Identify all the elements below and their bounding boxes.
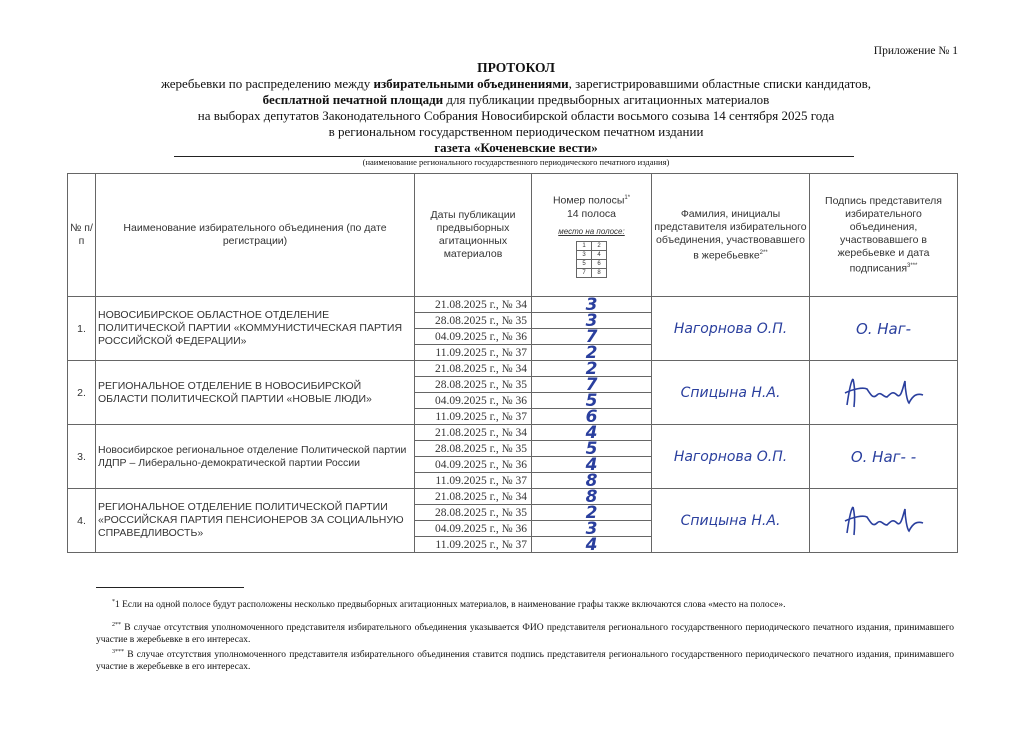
pub-date: 04.09.2025 г., № 36 — [415, 457, 532, 473]
rep-surname: Спицына Н.А. — [652, 489, 810, 553]
header-party: Наименование избирательного объединения (по дате регистрации) — [96, 174, 415, 297]
header-line-1-part-a: жеребьевки по распределению между — [160, 76, 374, 91]
header-line-1-part-c: , зарегистрировавшими областные списки кандидатов, — [568, 76, 872, 91]
row-num: 3. — [68, 425, 96, 489]
header-num: № п/п — [68, 174, 96, 297]
party-name: РЕГИОНАЛЬНОЕ ОТДЕЛЕНИЕ ПОЛИТИЧЕСКОЙ ПАРТИИ «РОССИЙСКАЯ ПАРТИЯ ПЕНСИОНЕРОВ ЗА СОЦИАЛЬНУЮ СПРАВЕДЛИВОСТЬ» — [96, 489, 415, 553]
grid-cell: 2 — [592, 241, 607, 250]
strip-number: 6 — [532, 409, 652, 425]
grid-cell: 3 — [577, 250, 592, 259]
header-sign-label: Подпись представителя избирательного объединения, участвовавшего в жеребьевке и дата подписания — [825, 194, 942, 275]
lottery-table — [67, 173, 958, 553]
strip-number: 8 — [532, 489, 652, 505]
table-row — [68, 425, 958, 441]
signature-image — [839, 501, 929, 541]
strip-number: 3 — [532, 297, 652, 313]
header-line-2-bold: бесплатной печатной площади — [262, 92, 444, 107]
grid-cell: 5 — [577, 259, 592, 268]
rep-surname: Спицына Н.А. — [652, 361, 810, 425]
signature-image — [839, 373, 929, 413]
header-rep — [652, 174, 810, 297]
rep-surname: Нагорнова О.П. — [652, 425, 810, 489]
rep-signature: О. Наг- — [810, 297, 958, 361]
header-strip-label: Номер полосы — [552, 194, 625, 207]
grid-cell: 7 — [577, 268, 592, 277]
strip-number: 4 — [532, 537, 652, 553]
header-line-2-part-b: для публикации предвыборных агитационных материалов — [443, 92, 770, 107]
party-name: НОВОСИБИРСКОЕ ОБЛАСТНОЕ ОТДЕЛЕНИЕ ПОЛИТИЧЕСКОЙ ПАРТИИ «КОММУНИСТИЧЕСКАЯ ПАРТИЯ РОССИЙСКОЙ ФЕДЕРАЦИИ» — [96, 297, 415, 361]
rep-surname: Нагорнова О.П. — [652, 297, 810, 361]
footnote-3-mark: 3*** — [112, 649, 124, 655]
header-line-4: в региональном государственном периодическом печатном издании — [328, 124, 704, 139]
rep-signature — [810, 361, 958, 425]
header-line-1-bold: избирательными объединениями — [373, 76, 569, 91]
strip-number: 3 — [532, 313, 652, 329]
pub-date: 11.09.2025 г., № 37 — [415, 537, 532, 553]
footnote-3 — [96, 646, 954, 673]
gazette-caption: (наименование регионального государственного периодического печатного издания) — [362, 157, 670, 167]
strip-number: 4 — [532, 457, 652, 473]
party-name: Новосибирское региональное отделение Политической партии ЛДПР – Либерально-демократической партии России — [96, 425, 415, 489]
gazette-name: газета «Коченевские вести» — [434, 140, 598, 155]
pub-date: 21.08.2025 г., № 34 — [415, 425, 532, 441]
header-sign-sup: 3*** — [907, 262, 918, 269]
grid-cell: 6 — [592, 259, 607, 268]
strip-number: 8 — [532, 473, 652, 489]
pub-date: 04.09.2025 г., № 36 — [415, 329, 532, 345]
pub-date: 28.08.2025 г., № 35 — [415, 441, 532, 457]
header-sign — [810, 174, 958, 297]
strip-number: 5 — [532, 441, 652, 457]
pub-date: 21.08.2025 г., № 34 — [415, 489, 532, 505]
footnote-2-text: В случае отсутствия уполномоченного представителя избирательного объединения указывается ФИО представителя регионального государственного периодического печатного издания, принимавшего участие в жеребьевке в его интересах. — [96, 623, 954, 646]
table-row — [68, 297, 958, 313]
pub-date: 21.08.2025 г., № 34 — [415, 297, 532, 313]
footnote-1 — [96, 596, 970, 611]
header-strip — [532, 174, 652, 297]
footnote-1-mark: * — [112, 599, 115, 605]
header-rep-label: Фамилия, инициалы представителя избирательного объединения, участвовавшего в жеребьевке — [654, 207, 807, 262]
header-strip-sub: 14 полоса — [566, 207, 617, 220]
strip-number: 3 — [532, 521, 652, 537]
strip-number: 5 — [532, 393, 652, 409]
header-place-label: место на полосе: — [558, 226, 625, 236]
strip-number: 7 — [532, 329, 652, 345]
footnote-3-text: В случае отсутствия уполномоченного представителя избирательного объединения ставится подпись представителя регионального государственного периодического печатного издания, принимавшего участие в жеребьевке в его интересах. — [96, 650, 954, 673]
header-dates: Даты публикации предвыборных агитационных материалов — [415, 174, 532, 297]
header-strip-sup: 1* — [624, 195, 631, 202]
pub-date: 04.09.2025 г., № 36 — [415, 521, 532, 537]
row-num: 4. — [68, 489, 96, 553]
footnote-separator — [96, 587, 244, 588]
pub-date: 04.09.2025 г., № 36 — [415, 393, 532, 409]
footnote-1-text: 1 Если на одной полосе будут расположены несколько предвыборных агитационных материалов, в наименование графы также включаются слова «место на полосе». — [115, 600, 786, 611]
row-num: 2. — [68, 361, 96, 425]
strip-number: 2 — [532, 361, 652, 377]
document-header — [60, 60, 972, 156]
pub-date: 11.09.2025 г., № 37 — [415, 409, 532, 425]
pub-date: 28.08.2025 г., № 35 — [415, 377, 532, 393]
rep-signature — [810, 489, 958, 553]
pub-date: 21.08.2025 г., № 34 — [415, 361, 532, 377]
header-rep-sup: 2** — [759, 249, 768, 256]
table-row — [68, 489, 958, 505]
protocol-title: ПРОТОКОЛ — [477, 60, 555, 75]
pub-date: 11.09.2025 г., № 37 — [415, 345, 532, 361]
header-line-2 — [60, 92, 972, 108]
grid-cell: 4 — [592, 250, 607, 259]
footnote-2 — [96, 619, 954, 646]
header-line-3: на выборах депутатов Законодательного Собрания Новосибирской области восьмого созыва 14 сентября 2025 года — [197, 108, 835, 123]
pub-date: 28.08.2025 г., № 35 — [415, 505, 532, 521]
footnote-2-mark: 2** — [112, 622, 121, 628]
rep-signature: О. Наг- - — [810, 425, 958, 489]
strip-number: 2 — [532, 345, 652, 361]
pub-date: 11.09.2025 г., № 37 — [415, 473, 532, 489]
header-line-1 — [60, 76, 972, 92]
appendix-label: Приложение № 1 — [873, 45, 958, 57]
grid-cell: 1 — [577, 241, 592, 250]
strip-number: 2 — [532, 505, 652, 521]
table-row — [68, 361, 958, 377]
party-name: РЕГИОНАЛЬНОЕ ОТДЕЛЕНИЕ В НОВОСИБИРСКОЙ ОБЛАСТИ ПОЛИТИЧЕСКОЙ ПАРТИИ «НОВЫЕ ЛЮДИ» — [96, 361, 415, 425]
table-header-row — [68, 174, 958, 297]
place-grid — [576, 241, 607, 278]
strip-number: 7 — [532, 377, 652, 393]
pub-date: 28.08.2025 г., № 35 — [415, 313, 532, 329]
grid-cell: 8 — [592, 268, 607, 277]
row-num: 1. — [68, 297, 96, 361]
strip-number: 4 — [532, 425, 652, 441]
